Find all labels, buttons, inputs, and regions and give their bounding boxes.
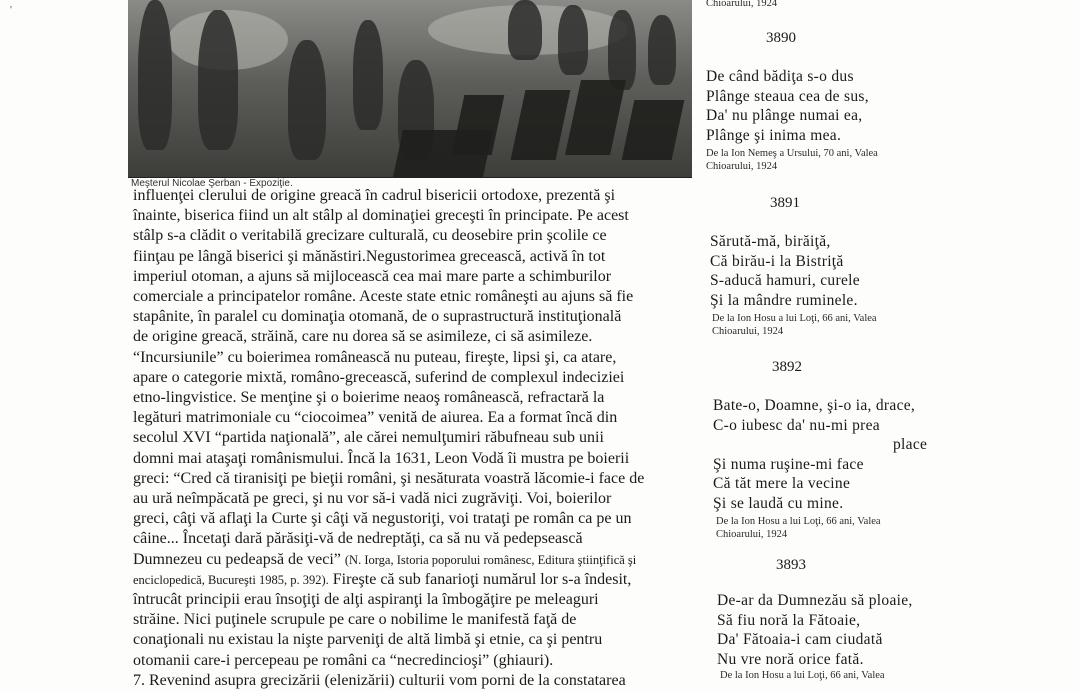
body-line: stapânite, în paralel cu dominaţia otomană, de o suprastructură instituţională bbox=[133, 308, 622, 326]
poem-line: De-ar da Dumnezău să ploaie, bbox=[717, 592, 913, 609]
poem-source: Chioarului, 1924 bbox=[706, 161, 778, 172]
poem-line: Da' nu plânge numai ea, bbox=[706, 107, 863, 125]
poem-line: Nu vre noră orice fată. bbox=[717, 650, 864, 668]
body-line: domni mai ataşaţi românismului. Încă la 1631, Leon Vodă îi mustra pe boierii bbox=[133, 449, 630, 467]
body-line: “Incursiunile” cu boierimea românească nu puteau, fireşte, lipsi şi, ca atare, bbox=[133, 348, 617, 366]
body-line: apare o categorie mixtă, româno-grecească, suferind de complexul indeciziei bbox=[133, 368, 625, 386]
poem-line: Şi numa ruşine-mi face bbox=[713, 455, 864, 473]
poem-source: Chioarului, 1924 bbox=[716, 529, 788, 540]
article-body bbox=[133, 186, 693, 691]
body-line: câine... Încetaţi dară părăsiţi-vă de nedreptăţi, ca să nu vă pedepsească bbox=[133, 530, 583, 548]
body-line: fiinţau pe lângă biserici şi mănăstiri.Negustorimea grecească, activă în tot bbox=[133, 247, 606, 265]
poem-source: Chioarului, 1924 bbox=[712, 326, 784, 337]
body-line bbox=[133, 550, 693, 570]
poem-number: 3890 bbox=[766, 30, 796, 46]
poem-line: Plânge steaua cea de sus, bbox=[706, 87, 869, 105]
body-line: conaţionali nu existau la nişte parveniţi de altă limbă şi etnie, ca şi pentru bbox=[133, 631, 603, 649]
poem-line: Şi la mândre ruminele. bbox=[710, 291, 858, 309]
citation: (N. Iorga, Istoria poporului românesc, Editura ştiinţifică şi bbox=[344, 552, 637, 567]
quote-end: Dumnezeu cu pedeapsă de veci” bbox=[133, 550, 341, 568]
poem-number: 3892 bbox=[772, 359, 802, 375]
poem-line: C-o iubesc da' nu-mi prea bbox=[713, 416, 880, 434]
body-text-span: Fireşte că sub fanarioţi numărul lor s-a îndesit, bbox=[328, 570, 632, 588]
body-line: otomanii care-i percepeau pe români ca “necredincioşi” (ghiauri). bbox=[133, 651, 554, 669]
body-line: influenţei clerului de origine greacă în cadrul bisericii ortodoxe, prezentă şi bbox=[133, 187, 616, 204]
exhibition-photo bbox=[128, 0, 692, 178]
body-line: legături matrimoniale cu “ciocoimea” venită de aiurea. Ea a format încă din bbox=[133, 409, 618, 427]
body-line: de origine greacă, străină, care nu dorea să se asimileze, ci să asimileze. bbox=[133, 328, 593, 346]
poem-stanza bbox=[710, 232, 860, 310]
photo-caption: Meşterul Nicolae Şerban - Expoziţie. bbox=[131, 178, 293, 189]
page-mark: ' bbox=[10, 4, 12, 16]
poem-line: Să fiu noră la Fătoaie, bbox=[717, 611, 861, 629]
body-line: secolul XVI “partida naţională”, ale cărei nemulţumiri răbufneau sub unii bbox=[133, 429, 604, 447]
poem-line: Că tăt mere la vecine bbox=[713, 475, 851, 493]
body-line: etno-lingvistice. Se menţine şi o boierime neaoş românească, refractară la bbox=[133, 389, 605, 407]
body-line: comerciale a principatelor române. Aceste state etnic româneşti au ajuns să fie bbox=[133, 288, 634, 306]
poem-source: Chioarului, 1924 bbox=[706, 0, 778, 9]
poem-line: De când bădiţa s-o dus bbox=[706, 68, 854, 85]
body-line: greci, câţi vă aflaţi la Curte şi câţi vă negustoriţi, voi trataţi pe român ca pe un bbox=[133, 510, 632, 528]
poem-number: 3893 bbox=[776, 557, 806, 573]
citation: enciclopedică, Bucureşti 1985, p. 392). bbox=[133, 572, 329, 587]
poem-stanza bbox=[706, 67, 869, 145]
poem-line: Plânge şi inima mea. bbox=[706, 126, 842, 144]
body-line: stâlp s-a clădit o veritabilă grecizare culturală, cu deosebire prin şcolile ce bbox=[133, 227, 607, 245]
poem-source: De la Ion Nemeş a Ursului, 70 ani, Valea bbox=[706, 148, 878, 159]
body-line: imperiul otoman, a ajuns să mijlocească cea mai mare parte a schimburilor bbox=[133, 267, 612, 285]
poem-source: De la Ion Hosu a lui Loţi, 66 ani, Valea bbox=[712, 313, 877, 324]
poem-source: De la Ion Hosu a lui Loţi, 66 ani, Valea bbox=[716, 516, 881, 527]
poem-number: 3891 bbox=[770, 195, 800, 211]
poem-line: Da' Fătoaia-i cam ciudată bbox=[717, 631, 883, 649]
body-line: străine. Nici puţinele scrupule pe care o nobilime le manifestă faţă de bbox=[133, 611, 577, 629]
poem-line: Bate-o, Doamne, şi-o ia, drace, bbox=[713, 397, 916, 414]
poem-line: Sărută-mă, birăiţă, bbox=[710, 233, 831, 250]
poem-line: Şi se laudă cu mine. bbox=[713, 494, 844, 512]
poem-line: place bbox=[893, 436, 928, 454]
poem-stanza bbox=[717, 591, 913, 669]
body-line: greci: “Cred că tiranisiţi pe bieţii români, şi nesăturata voastră lăcomie-i face de bbox=[133, 469, 645, 487]
body-line: 7. Revenind asupra grecizării (elenizării) culturii vom porni de la constatarea bbox=[133, 671, 626, 689]
body-line: întrucât principii erau însoţiţi de alţi aspiranţi la îmbogăţire pe meleaguri bbox=[133, 591, 599, 609]
body-line: înainte, biserica fiind un alt stâlp al dominaţiei greceşti în principate. Pe acest bbox=[133, 207, 629, 225]
poem-line: Că birău-i la Bistriţă bbox=[710, 252, 844, 270]
poem-line: S-aducă hamuri, curele bbox=[710, 272, 860, 290]
poem-stanza bbox=[713, 396, 927, 514]
body-line: au ură neîmpăcată pe greci, şi nu vor să-i vadă nici zugrăviţi. Voi, boierilor bbox=[133, 490, 612, 508]
poem-source: De la Ion Hosu a lui Loţi, 66 ani, Valea bbox=[720, 670, 885, 681]
body-line bbox=[133, 570, 693, 590]
